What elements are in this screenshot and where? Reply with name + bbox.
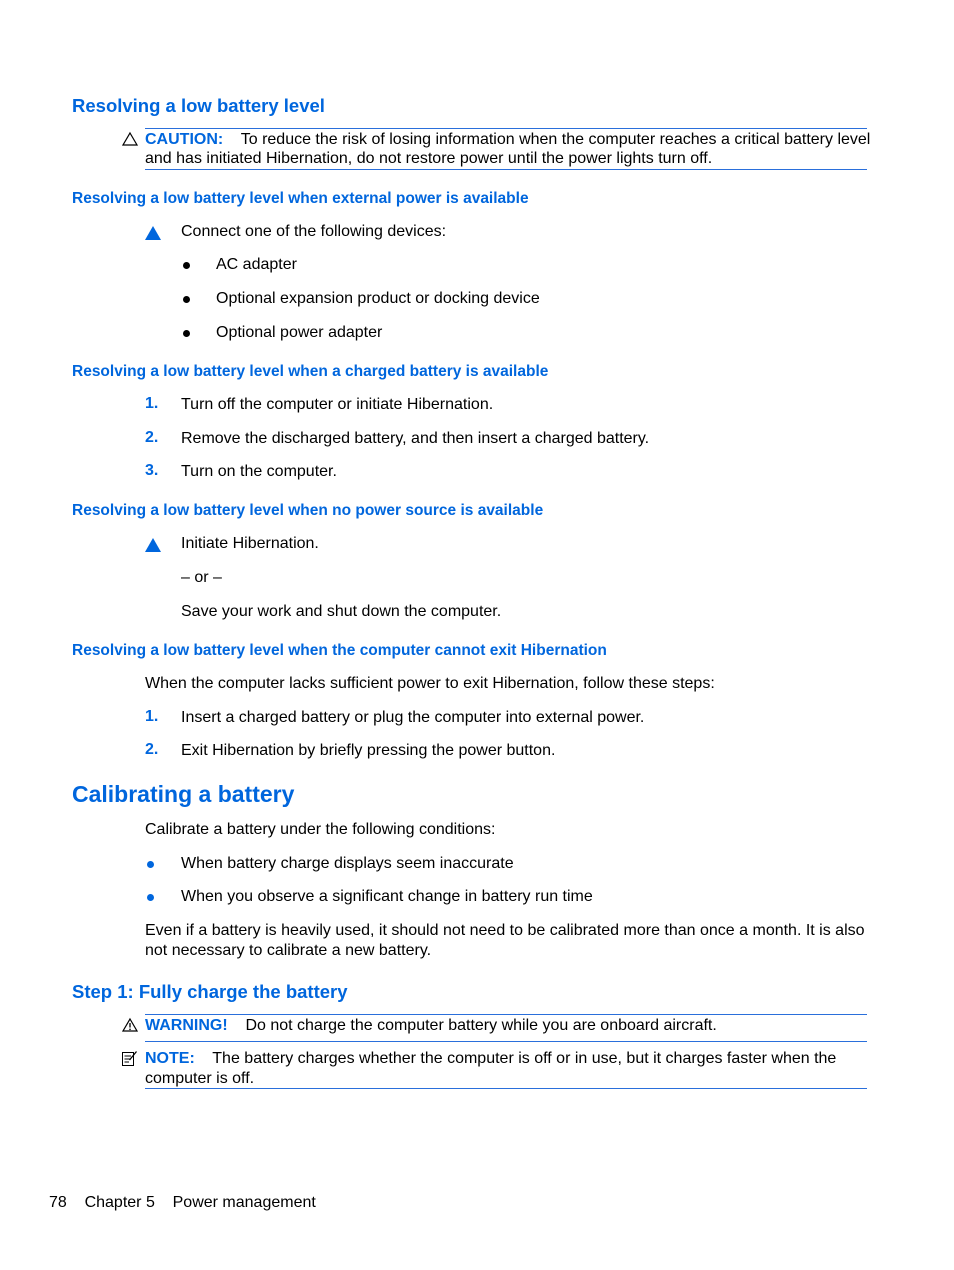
- footer-section: Power management: [172, 1194, 316, 1211]
- step-number: 2.: [145, 741, 159, 758]
- or-separator: – or –: [181, 569, 222, 586]
- note-text-1: The battery charges whether the computer is off or in use, but it charges faster when the: [212, 1050, 837, 1067]
- step-number: 3.: [145, 462, 159, 479]
- step-text: Remove the discharged battery, and then insert a charged battery.: [181, 430, 650, 447]
- note-line1: [145, 1049, 836, 1068]
- warning-icon: [122, 1017, 138, 1038]
- caution-label: CAUTION:: [145, 131, 224, 148]
- subsection-title-hibernation: Resolving a low battery level when the computer cannot exit Hibernation: [72, 642, 607, 659]
- list-item: AC adapter: [216, 256, 297, 273]
- step-triangle-icon: [145, 226, 161, 240]
- warning-text: Do not charge the computer battery while you are onboard aircraft.: [245, 1017, 717, 1034]
- step-text: Insert a charged battery or plug the computer into external power.: [181, 709, 645, 726]
- caution-text-2: and has initiated Hibernation, do not restore power until the power lights turn off.: [145, 150, 713, 167]
- intro-text: When the computer lacks sufficient power to exit Hibernation, follow these steps:: [145, 675, 715, 692]
- page-footer: [49, 1193, 316, 1212]
- subsection-title-external: Resolving a low battery level when external power is available: [72, 190, 529, 207]
- caution-icon: [122, 131, 138, 152]
- bullet-icon: [147, 894, 154, 901]
- list-item: Optional expansion product or docking device: [216, 290, 540, 307]
- bullet-icon: [147, 861, 154, 868]
- caution-bottom-rule: [145, 169, 867, 170]
- step-number: 1.: [145, 395, 159, 412]
- caution-text-1: To reduce the risk of losing information when the computer reaches a critical battery level: [240, 131, 871, 148]
- warning-top-rule: [145, 1014, 867, 1015]
- note-top-rule: [145, 1041, 867, 1042]
- step-text: Turn on the computer.: [181, 463, 337, 480]
- list-item: Optional power adapter: [216, 324, 383, 341]
- step-text: Exit Hibernation by briefly pressing the power button.: [181, 742, 556, 759]
- caution-top-rule: [145, 128, 867, 129]
- note-text-2: computer is off.: [145, 1070, 255, 1087]
- paragraph-calibrate: Even if a battery is heavily used, it should not need to be calibrated more than once a month. It is also not necessary to calibrate a new battery.: [145, 922, 865, 959]
- note-icon: [121, 1050, 138, 1072]
- bullet-icon: [183, 296, 190, 303]
- warning-label: WARNING!: [145, 1017, 228, 1034]
- bullet-icon: [183, 330, 190, 337]
- section-title-low-battery: Resolving a low battery level: [72, 95, 325, 116]
- section-title-step1: Step 1: Fully charge the battery: [72, 981, 348, 1002]
- step-text-initiate: Initiate Hibernation.: [181, 535, 319, 552]
- step-number: 2.: [145, 429, 159, 446]
- note-label: NOTE:: [145, 1050, 195, 1067]
- note-bottom-rule: [145, 1088, 867, 1089]
- page-number: 78: [49, 1194, 67, 1211]
- list-item: When you observe a significant change in battery run time: [181, 888, 593, 905]
- step-text: Turn off the computer or initiate Hibernation.: [181, 396, 494, 413]
- step-triangle-icon: [145, 538, 161, 552]
- section-title-calibrating: Calibrating a battery: [72, 781, 295, 807]
- list-item: When battery charge displays seem inaccurate: [181, 855, 514, 872]
- step-text-alt: Save your work and shut down the computer.: [181, 603, 502, 620]
- warning-line: [145, 1016, 717, 1035]
- intro-text: Calibrate a battery under the following conditions:: [145, 821, 496, 838]
- subsection-title-charged: Resolving a low battery level when a charged battery is available: [72, 363, 549, 380]
- footer-chapter: Chapter 5: [84, 1194, 155, 1211]
- step-number: 1.: [145, 708, 159, 725]
- caution-line1: [145, 130, 870, 149]
- step-text-connect: Connect one of the following devices:: [181, 223, 447, 240]
- bullet-icon: [183, 262, 190, 269]
- subsection-title-nopower: Resolving a low battery level when no power source is available: [72, 502, 544, 519]
